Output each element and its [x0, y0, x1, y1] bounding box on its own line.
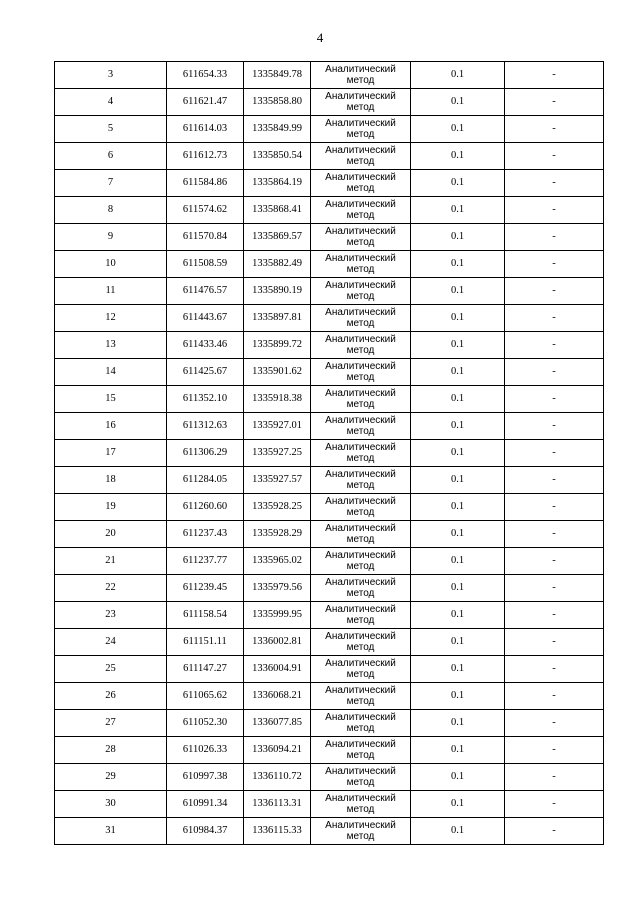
method-cell — [311, 278, 411, 305]
method-line-1: Аналитический — [325, 91, 396, 102]
y-coordinate-cell: 1335869.57 — [244, 224, 311, 251]
accuracy-cell: 0.1 — [411, 683, 505, 710]
point-number-cell: 27 — [55, 710, 167, 737]
x-coordinate-cell: 611151.11 — [167, 629, 244, 656]
method-line-1: Аналитический — [325, 64, 396, 75]
point-number-cell: 16 — [55, 413, 167, 440]
description-cell: - — [505, 710, 604, 737]
y-coordinate-cell: 1336115.33 — [244, 818, 311, 845]
x-coordinate-cell: 611312.63 — [167, 413, 244, 440]
table-row — [55, 521, 604, 548]
y-coordinate-cell: 1335927.01 — [244, 413, 311, 440]
method-cell — [311, 62, 411, 89]
x-coordinate-cell: 611237.43 — [167, 521, 244, 548]
method-cell — [311, 440, 411, 467]
description-cell: - — [505, 629, 604, 656]
accuracy-cell: 0.1 — [411, 764, 505, 791]
accuracy-cell: 0.1 — [411, 305, 505, 332]
description-cell: - — [505, 386, 604, 413]
table-row — [55, 764, 604, 791]
method-line-1: Аналитический — [325, 145, 396, 156]
method-line-1: Аналитический — [325, 631, 396, 642]
y-coordinate-cell: 1336002.81 — [244, 629, 311, 656]
method-cell — [311, 413, 411, 440]
table-row — [55, 656, 604, 683]
x-coordinate-cell: 611654.33 — [167, 62, 244, 89]
method-line-1: Аналитический — [325, 469, 396, 480]
method-line-1: Аналитический — [325, 253, 396, 264]
description-cell: - — [505, 440, 604, 467]
x-coordinate-cell: 611026.33 — [167, 737, 244, 764]
method-line-2: метод — [346, 723, 375, 734]
x-coordinate-cell: 611065.62 — [167, 683, 244, 710]
description-cell: - — [505, 305, 604, 332]
point-number-cell: 25 — [55, 656, 167, 683]
y-coordinate-cell: 1336004.91 — [244, 656, 311, 683]
table-row — [55, 62, 604, 89]
method-line-2: метод — [346, 642, 375, 653]
point-number-cell: 17 — [55, 440, 167, 467]
method-line-2: метод — [346, 750, 375, 761]
method-line-2: метод — [346, 777, 375, 788]
method-line-2: метод — [346, 210, 375, 221]
method-line-2: метод — [346, 318, 375, 329]
accuracy-cell: 0.1 — [411, 737, 505, 764]
accuracy-cell: 0.1 — [411, 467, 505, 494]
method-cell — [311, 386, 411, 413]
accuracy-cell: 0.1 — [411, 278, 505, 305]
point-number-cell: 23 — [55, 602, 167, 629]
method-line-2: метод — [346, 129, 375, 140]
y-coordinate-cell: 1336113.31 — [244, 791, 311, 818]
x-coordinate-cell: 611476.57 — [167, 278, 244, 305]
y-coordinate-cell: 1335927.25 — [244, 440, 311, 467]
y-coordinate-cell: 1335868.41 — [244, 197, 311, 224]
point-number-cell: 13 — [55, 332, 167, 359]
y-coordinate-cell: 1335927.57 — [244, 467, 311, 494]
x-coordinate-cell: 611508.59 — [167, 251, 244, 278]
x-coordinate-cell: 611352.10 — [167, 386, 244, 413]
description-cell: - — [505, 143, 604, 170]
y-coordinate-cell: 1335899.72 — [244, 332, 311, 359]
y-coordinate-cell: 1336110.72 — [244, 764, 311, 791]
accuracy-cell: 0.1 — [411, 629, 505, 656]
method-line-1: Аналитический — [325, 442, 396, 453]
x-coordinate-cell: 611425.67 — [167, 359, 244, 386]
y-coordinate-cell: 1335918.38 — [244, 386, 311, 413]
y-coordinate-cell: 1335999.95 — [244, 602, 311, 629]
x-coordinate-cell: 611147.27 — [167, 656, 244, 683]
x-coordinate-cell: 611306.29 — [167, 440, 244, 467]
y-coordinate-cell: 1335897.81 — [244, 305, 311, 332]
accuracy-cell: 0.1 — [411, 224, 505, 251]
method-line-2: метод — [346, 372, 375, 383]
method-line-1: Аналитический — [325, 226, 396, 237]
method-line-2: метод — [346, 75, 375, 86]
method-cell — [311, 818, 411, 845]
description-cell: - — [505, 332, 604, 359]
method-cell — [311, 197, 411, 224]
method-cell — [311, 224, 411, 251]
y-coordinate-cell: 1335849.78 — [244, 62, 311, 89]
table-row — [55, 386, 604, 413]
method-line-2: метод — [346, 480, 375, 491]
method-line-2: метод — [346, 237, 375, 248]
description-cell: - — [505, 170, 604, 197]
x-coordinate-cell: 611584.86 — [167, 170, 244, 197]
x-coordinate-cell: 610991.34 — [167, 791, 244, 818]
description-cell: - — [505, 764, 604, 791]
method-line-1: Аналитический — [325, 577, 396, 588]
method-cell — [311, 710, 411, 737]
accuracy-cell: 0.1 — [411, 332, 505, 359]
accuracy-cell: 0.1 — [411, 548, 505, 575]
method-cell — [311, 548, 411, 575]
method-line-1: Аналитический — [325, 496, 396, 507]
description-cell: - — [505, 494, 604, 521]
point-number-cell: 19 — [55, 494, 167, 521]
y-coordinate-cell: 1335882.49 — [244, 251, 311, 278]
table-row — [55, 683, 604, 710]
method-line-1: Аналитический — [325, 118, 396, 129]
y-coordinate-cell: 1335901.62 — [244, 359, 311, 386]
description-cell: - — [505, 224, 604, 251]
point-number-cell: 24 — [55, 629, 167, 656]
method-cell — [311, 791, 411, 818]
method-cell — [311, 143, 411, 170]
method-line-2: метод — [346, 669, 375, 680]
method-line-1: Аналитический — [325, 415, 396, 426]
y-coordinate-cell: 1335890.19 — [244, 278, 311, 305]
x-coordinate-cell: 611614.03 — [167, 116, 244, 143]
method-line-2: метод — [346, 183, 375, 194]
point-number-cell: 5 — [55, 116, 167, 143]
table-row — [55, 413, 604, 440]
x-coordinate-cell: 611158.54 — [167, 602, 244, 629]
description-cell: - — [505, 791, 604, 818]
point-number-cell: 4 — [55, 89, 167, 116]
coordinates-table-body — [55, 62, 604, 845]
table-row — [55, 116, 604, 143]
x-coordinate-cell: 611284.05 — [167, 467, 244, 494]
x-coordinate-cell: 611237.77 — [167, 548, 244, 575]
method-line-2: метод — [346, 561, 375, 572]
description-cell: - — [505, 197, 604, 224]
method-cell — [311, 170, 411, 197]
table-row — [55, 737, 604, 764]
table-row — [55, 440, 604, 467]
accuracy-cell: 0.1 — [411, 197, 505, 224]
accuracy-cell: 0.1 — [411, 170, 505, 197]
method-cell — [311, 467, 411, 494]
table-row — [55, 224, 604, 251]
method-line-1: Аналитический — [325, 793, 396, 804]
table-row — [55, 170, 604, 197]
method-cell — [311, 575, 411, 602]
table-row — [55, 251, 604, 278]
point-number-cell: 6 — [55, 143, 167, 170]
table-row — [55, 278, 604, 305]
table-row — [55, 575, 604, 602]
method-line-2: метод — [346, 804, 375, 815]
description-cell: - — [505, 89, 604, 116]
description-cell: - — [505, 818, 604, 845]
point-number-cell: 26 — [55, 683, 167, 710]
point-number-cell: 10 — [55, 251, 167, 278]
y-coordinate-cell: 1335979.56 — [244, 575, 311, 602]
method-line-2: метод — [346, 507, 375, 518]
accuracy-cell: 0.1 — [411, 143, 505, 170]
method-cell — [311, 656, 411, 683]
method-line-2: метод — [346, 156, 375, 167]
accuracy-cell: 0.1 — [411, 62, 505, 89]
table-row — [55, 494, 604, 521]
method-cell — [311, 602, 411, 629]
method-line-2: метод — [346, 345, 375, 356]
point-number-cell: 8 — [55, 197, 167, 224]
method-cell — [311, 629, 411, 656]
method-line-1: Аналитический — [325, 712, 396, 723]
point-number-cell: 11 — [55, 278, 167, 305]
point-number-cell: 18 — [55, 467, 167, 494]
method-cell — [311, 332, 411, 359]
table-row — [55, 359, 604, 386]
accuracy-cell: 0.1 — [411, 440, 505, 467]
table-row — [55, 602, 604, 629]
point-number-cell: 28 — [55, 737, 167, 764]
description-cell: - — [505, 251, 604, 278]
method-line-2: метод — [346, 426, 375, 437]
table-row — [55, 710, 604, 737]
method-line-2: метод — [346, 588, 375, 599]
accuracy-cell: 0.1 — [411, 791, 505, 818]
method-cell — [311, 521, 411, 548]
method-line-1: Аналитический — [325, 658, 396, 669]
accuracy-cell: 0.1 — [411, 575, 505, 602]
method-line-1: Аналитический — [325, 604, 396, 615]
description-cell: - — [505, 359, 604, 386]
x-coordinate-cell: 611052.30 — [167, 710, 244, 737]
point-number-cell: 3 — [55, 62, 167, 89]
y-coordinate-cell: 1336068.21 — [244, 683, 311, 710]
accuracy-cell: 0.1 — [411, 494, 505, 521]
description-cell: - — [505, 602, 604, 629]
y-coordinate-cell: 1336094.21 — [244, 737, 311, 764]
description-cell: - — [505, 737, 604, 764]
method-cell — [311, 737, 411, 764]
method-line-2: метод — [346, 399, 375, 410]
x-coordinate-cell: 611612.73 — [167, 143, 244, 170]
description-cell: - — [505, 62, 604, 89]
accuracy-cell: 0.1 — [411, 89, 505, 116]
method-line-1: Аналитический — [325, 172, 396, 183]
method-line-1: Аналитический — [325, 199, 396, 210]
description-cell: - — [505, 575, 604, 602]
x-coordinate-cell: 610984.37 — [167, 818, 244, 845]
x-coordinate-cell: 611239.45 — [167, 575, 244, 602]
description-cell: - — [505, 548, 604, 575]
method-line-2: метод — [346, 831, 375, 842]
coordinates-table — [54, 61, 604, 845]
point-number-cell: 20 — [55, 521, 167, 548]
y-coordinate-cell: 1335928.25 — [244, 494, 311, 521]
description-cell: - — [505, 656, 604, 683]
point-number-cell: 30 — [55, 791, 167, 818]
x-coordinate-cell: 611621.47 — [167, 89, 244, 116]
table-row — [55, 548, 604, 575]
method-line-1: Аналитический — [325, 307, 396, 318]
point-number-cell: 22 — [55, 575, 167, 602]
accuracy-cell: 0.1 — [411, 710, 505, 737]
y-coordinate-cell: 1335965.02 — [244, 548, 311, 575]
accuracy-cell: 0.1 — [411, 656, 505, 683]
method-cell — [311, 251, 411, 278]
accuracy-cell: 0.1 — [411, 116, 505, 143]
method-line-1: Аналитический — [325, 334, 396, 345]
method-line-2: метод — [346, 615, 375, 626]
description-cell: - — [505, 683, 604, 710]
table-row — [55, 629, 604, 656]
method-line-1: Аналитический — [325, 550, 396, 561]
point-number-cell: 14 — [55, 359, 167, 386]
point-number-cell: 29 — [55, 764, 167, 791]
method-line-1: Аналитический — [325, 361, 396, 372]
method-line-1: Аналитический — [325, 685, 396, 696]
description-cell: - — [505, 116, 604, 143]
table-row — [55, 332, 604, 359]
point-number-cell: 31 — [55, 818, 167, 845]
description-cell: - — [505, 521, 604, 548]
x-coordinate-cell: 611433.46 — [167, 332, 244, 359]
description-cell: - — [505, 467, 604, 494]
accuracy-cell: 0.1 — [411, 818, 505, 845]
method-line-2: метод — [346, 264, 375, 275]
accuracy-cell: 0.1 — [411, 359, 505, 386]
x-coordinate-cell: 610997.38 — [167, 764, 244, 791]
point-number-cell: 9 — [55, 224, 167, 251]
method-line-1: Аналитический — [325, 739, 396, 750]
x-coordinate-cell: 611574.62 — [167, 197, 244, 224]
table-row — [55, 818, 604, 845]
y-coordinate-cell: 1335928.29 — [244, 521, 311, 548]
table-row — [55, 143, 604, 170]
method-line-2: метод — [346, 534, 375, 545]
method-line-1: Аналитический — [325, 820, 396, 831]
method-cell — [311, 305, 411, 332]
x-coordinate-cell: 611443.67 — [167, 305, 244, 332]
point-number-cell: 12 — [55, 305, 167, 332]
y-coordinate-cell: 1335849.99 — [244, 116, 311, 143]
method-cell — [311, 764, 411, 791]
point-number-cell: 15 — [55, 386, 167, 413]
method-line-2: метод — [346, 453, 375, 464]
description-cell: - — [505, 413, 604, 440]
accuracy-cell: 0.1 — [411, 386, 505, 413]
method-cell — [311, 89, 411, 116]
table-row — [55, 89, 604, 116]
y-coordinate-cell: 1336077.85 — [244, 710, 311, 737]
table-row — [55, 305, 604, 332]
y-coordinate-cell: 1335850.54 — [244, 143, 311, 170]
method-line-2: метод — [346, 696, 375, 707]
method-line-1: Аналитический — [325, 523, 396, 534]
accuracy-cell: 0.1 — [411, 413, 505, 440]
x-coordinate-cell: 611570.84 — [167, 224, 244, 251]
description-cell: - — [505, 278, 604, 305]
method-line-1: Аналитический — [325, 388, 396, 399]
method-line-2: метод — [346, 291, 375, 302]
method-line-2: метод — [346, 102, 375, 113]
page-number: 4 — [316, 30, 324, 45]
method-cell — [311, 494, 411, 521]
accuracy-cell: 0.1 — [411, 251, 505, 278]
method-cell — [311, 116, 411, 143]
accuracy-cell: 0.1 — [411, 602, 505, 629]
method-cell — [311, 683, 411, 710]
y-coordinate-cell: 1335864.19 — [244, 170, 311, 197]
method-line-1: Аналитический — [325, 766, 396, 777]
y-coordinate-cell: 1335858.80 — [244, 89, 311, 116]
accuracy-cell: 0.1 — [411, 521, 505, 548]
table-row — [55, 197, 604, 224]
point-number-cell: 21 — [55, 548, 167, 575]
table-row — [55, 467, 604, 494]
method-line-1: Аналитический — [325, 280, 396, 291]
table-row — [55, 791, 604, 818]
point-number-cell: 7 — [55, 170, 167, 197]
method-cell — [311, 359, 411, 386]
x-coordinate-cell: 611260.60 — [167, 494, 244, 521]
